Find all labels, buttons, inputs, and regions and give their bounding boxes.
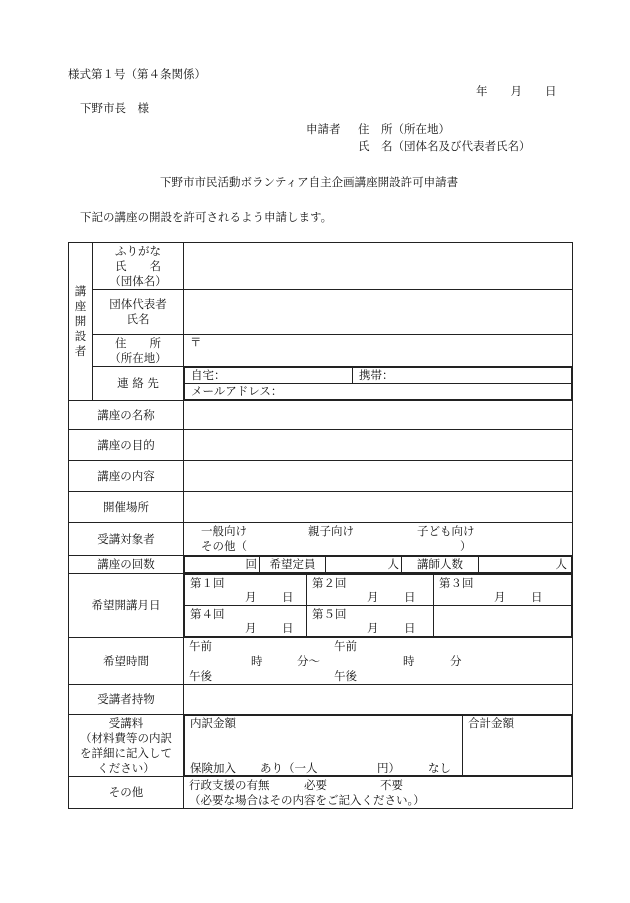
instructors-input[interactable] [479,557,572,573]
round-2-month: 月 [367,590,379,604]
row-target [69,523,573,556]
start-minute: 分～ [297,654,320,668]
schedule-round-4[interactable] [185,606,307,637]
end-minute: 分 [450,654,462,668]
fee-cell [184,715,573,777]
email-field[interactable] [185,384,572,400]
schedule-label: 希望開講月日 [69,574,184,638]
target-children[interactable]: 子ども向け [417,524,475,538]
row-course-name [69,401,573,430]
address-input[interactable] [184,335,573,367]
round-1-day: 日 [282,590,294,604]
row-sessions [69,556,573,574]
fee-label-cell [69,715,184,777]
address-label-1: 住 所 [115,335,161,350]
target-options [184,523,573,556]
fee-label-3: を詳細に記入して [80,745,172,760]
start-pm[interactable]: 午後 [189,669,212,683]
form-number: 様式第１号（第４条関係） [68,67,206,81]
date-field: 年 月 日 [476,84,557,98]
venue-input[interactable] [184,492,573,523]
support-needed[interactable]: 必要 [304,778,327,792]
insurance-no[interactable]: なし [428,761,451,775]
home-phone-label: 自宅： [191,368,226,382]
time-label: 希望時間 [69,638,184,685]
admin-support-label: 行政支援の有無 [189,778,270,792]
other-label: その他 [69,777,184,809]
contact-label: 連 絡 先 [93,367,184,401]
row-venue [69,492,573,523]
intro-text: 下記の講座の開設を許可されるよう申請します。 [80,210,333,224]
row-representative [69,290,573,335]
insurance-label: 保険加入 [190,761,236,775]
row-purpose [69,430,573,461]
round-1-label: 第１回 [190,576,225,590]
capacity-label: 希望定員 [260,557,326,573]
target-general[interactable]: 一般向け [201,524,247,538]
belongings-input[interactable] [184,685,573,715]
schedule-round-5[interactable] [307,606,434,637]
addressee: 下野市長 様 [80,101,149,115]
row-content [69,461,573,492]
purpose-input[interactable] [184,430,573,461]
round-5-day: 日 [404,621,416,635]
target-label: 受講対象者 [69,523,184,556]
name-label: 氏 名 [115,258,161,273]
round-4-label: 第４回 [190,607,225,621]
content-input[interactable] [184,461,573,492]
address-label-2: （所在地） [109,350,167,365]
rep-label-2: 氏名 [126,312,150,326]
row-time [69,638,573,685]
end-pm[interactable]: 午後 [334,669,357,683]
round-3-month: 月 [494,590,506,604]
schedule-cell [184,574,573,638]
row-belongings [69,685,573,715]
fee-total[interactable] [463,716,572,776]
support-not-needed[interactable]: 不要 [380,778,403,792]
schedule-round-2[interactable] [307,575,434,606]
total-label: 合計金額 [468,716,514,730]
fee-label-2: （材料費等の内訳 [80,730,172,745]
home-phone-field[interactable] [185,368,353,384]
document-title: 下野市市民活動ボランティア自主企画講座開設許可申請書 [160,175,459,189]
breakdown-label: 内訳金額 [190,716,236,730]
rep-label-1: 団体代表者 [109,297,167,311]
target-other-close: ） [460,539,472,553]
applicant-name-label: 氏 名（団体名及び代表者氏名） [358,139,531,153]
row-name [69,243,573,290]
end-am[interactable]: 午前 [334,639,357,653]
row-other [69,777,573,809]
purpose-label: 講座の目的 [69,430,184,461]
mobile-phone-field[interactable] [353,368,572,384]
applicant-address-label: 住 所（所在地） [358,122,450,136]
time-cell[interactable] [184,638,573,685]
course-name-input[interactable] [184,401,573,430]
belongings-label: 受講者持物 [69,685,184,715]
round-5-month: 月 [367,621,379,635]
sessions-input[interactable] [185,557,260,573]
venue-label: 開催場所 [69,492,184,523]
times-unit: 回 [245,557,257,571]
instructors-label: 講師人数 [402,557,479,573]
fee-breakdown[interactable] [185,716,463,776]
course-name-label: 講座の名称 [69,401,184,430]
applicant-label: 申請者 [306,122,341,136]
insurance-yen: 円） [377,761,400,775]
row-contact [69,367,573,401]
support-note: （必要な場合はその内容をご記入ください。） [189,793,425,807]
opener-group-label: 講座開設者 [69,243,93,401]
capacity-input[interactable] [326,557,402,573]
round-5-label: 第５回 [312,607,347,621]
round-1-month: 月 [245,590,257,604]
mobile-phone-label: 携帯： [359,368,394,382]
insurance-yes[interactable]: あり（一人 [260,761,318,775]
group-name-label: （団体名） [109,273,167,288]
content-label: 講座の内容 [69,461,184,492]
round-3-label: 第３回 [439,576,474,590]
round-2-label: 第２回 [312,576,347,590]
capacity-unit: 人 [387,557,399,571]
round-4-month: 月 [245,621,257,635]
row-address [69,335,573,367]
postal-mark: 〒 [190,335,202,349]
name-label-cell [93,243,184,290]
row-fee [69,715,573,777]
target-parent-child[interactable]: 親子向け [308,524,354,538]
schedule-round-1[interactable] [185,575,307,606]
other-cell[interactable] [184,777,573,809]
name-input[interactable] [184,243,573,290]
application-form-table [68,242,573,809]
sessions-cell [184,556,573,574]
email-label: メールアドレス： [191,384,283,398]
address-label-cell [93,335,184,367]
row-schedule [69,574,573,638]
round-4-day: 日 [282,621,294,635]
sessions-label: 講座の回数 [69,556,184,574]
end-hour: 時 [403,654,415,668]
fee-label-4: ください） [97,760,155,775]
representative-label-cell [93,290,184,335]
representative-input[interactable] [184,290,573,335]
start-hour: 時 [251,654,263,668]
schedule-empty [434,606,572,637]
fee-label-1: 受講料 [108,715,144,730]
schedule-round-3[interactable] [434,575,572,606]
start-am[interactable]: 午前 [189,639,212,653]
target-other[interactable]: その他（ [201,539,247,553]
round-2-day: 日 [404,590,416,604]
round-3-day: 日 [531,590,543,604]
contact-cell [184,367,573,401]
furigana-label: ふりがな [115,243,161,258]
instructors-unit: 人 [555,557,567,571]
